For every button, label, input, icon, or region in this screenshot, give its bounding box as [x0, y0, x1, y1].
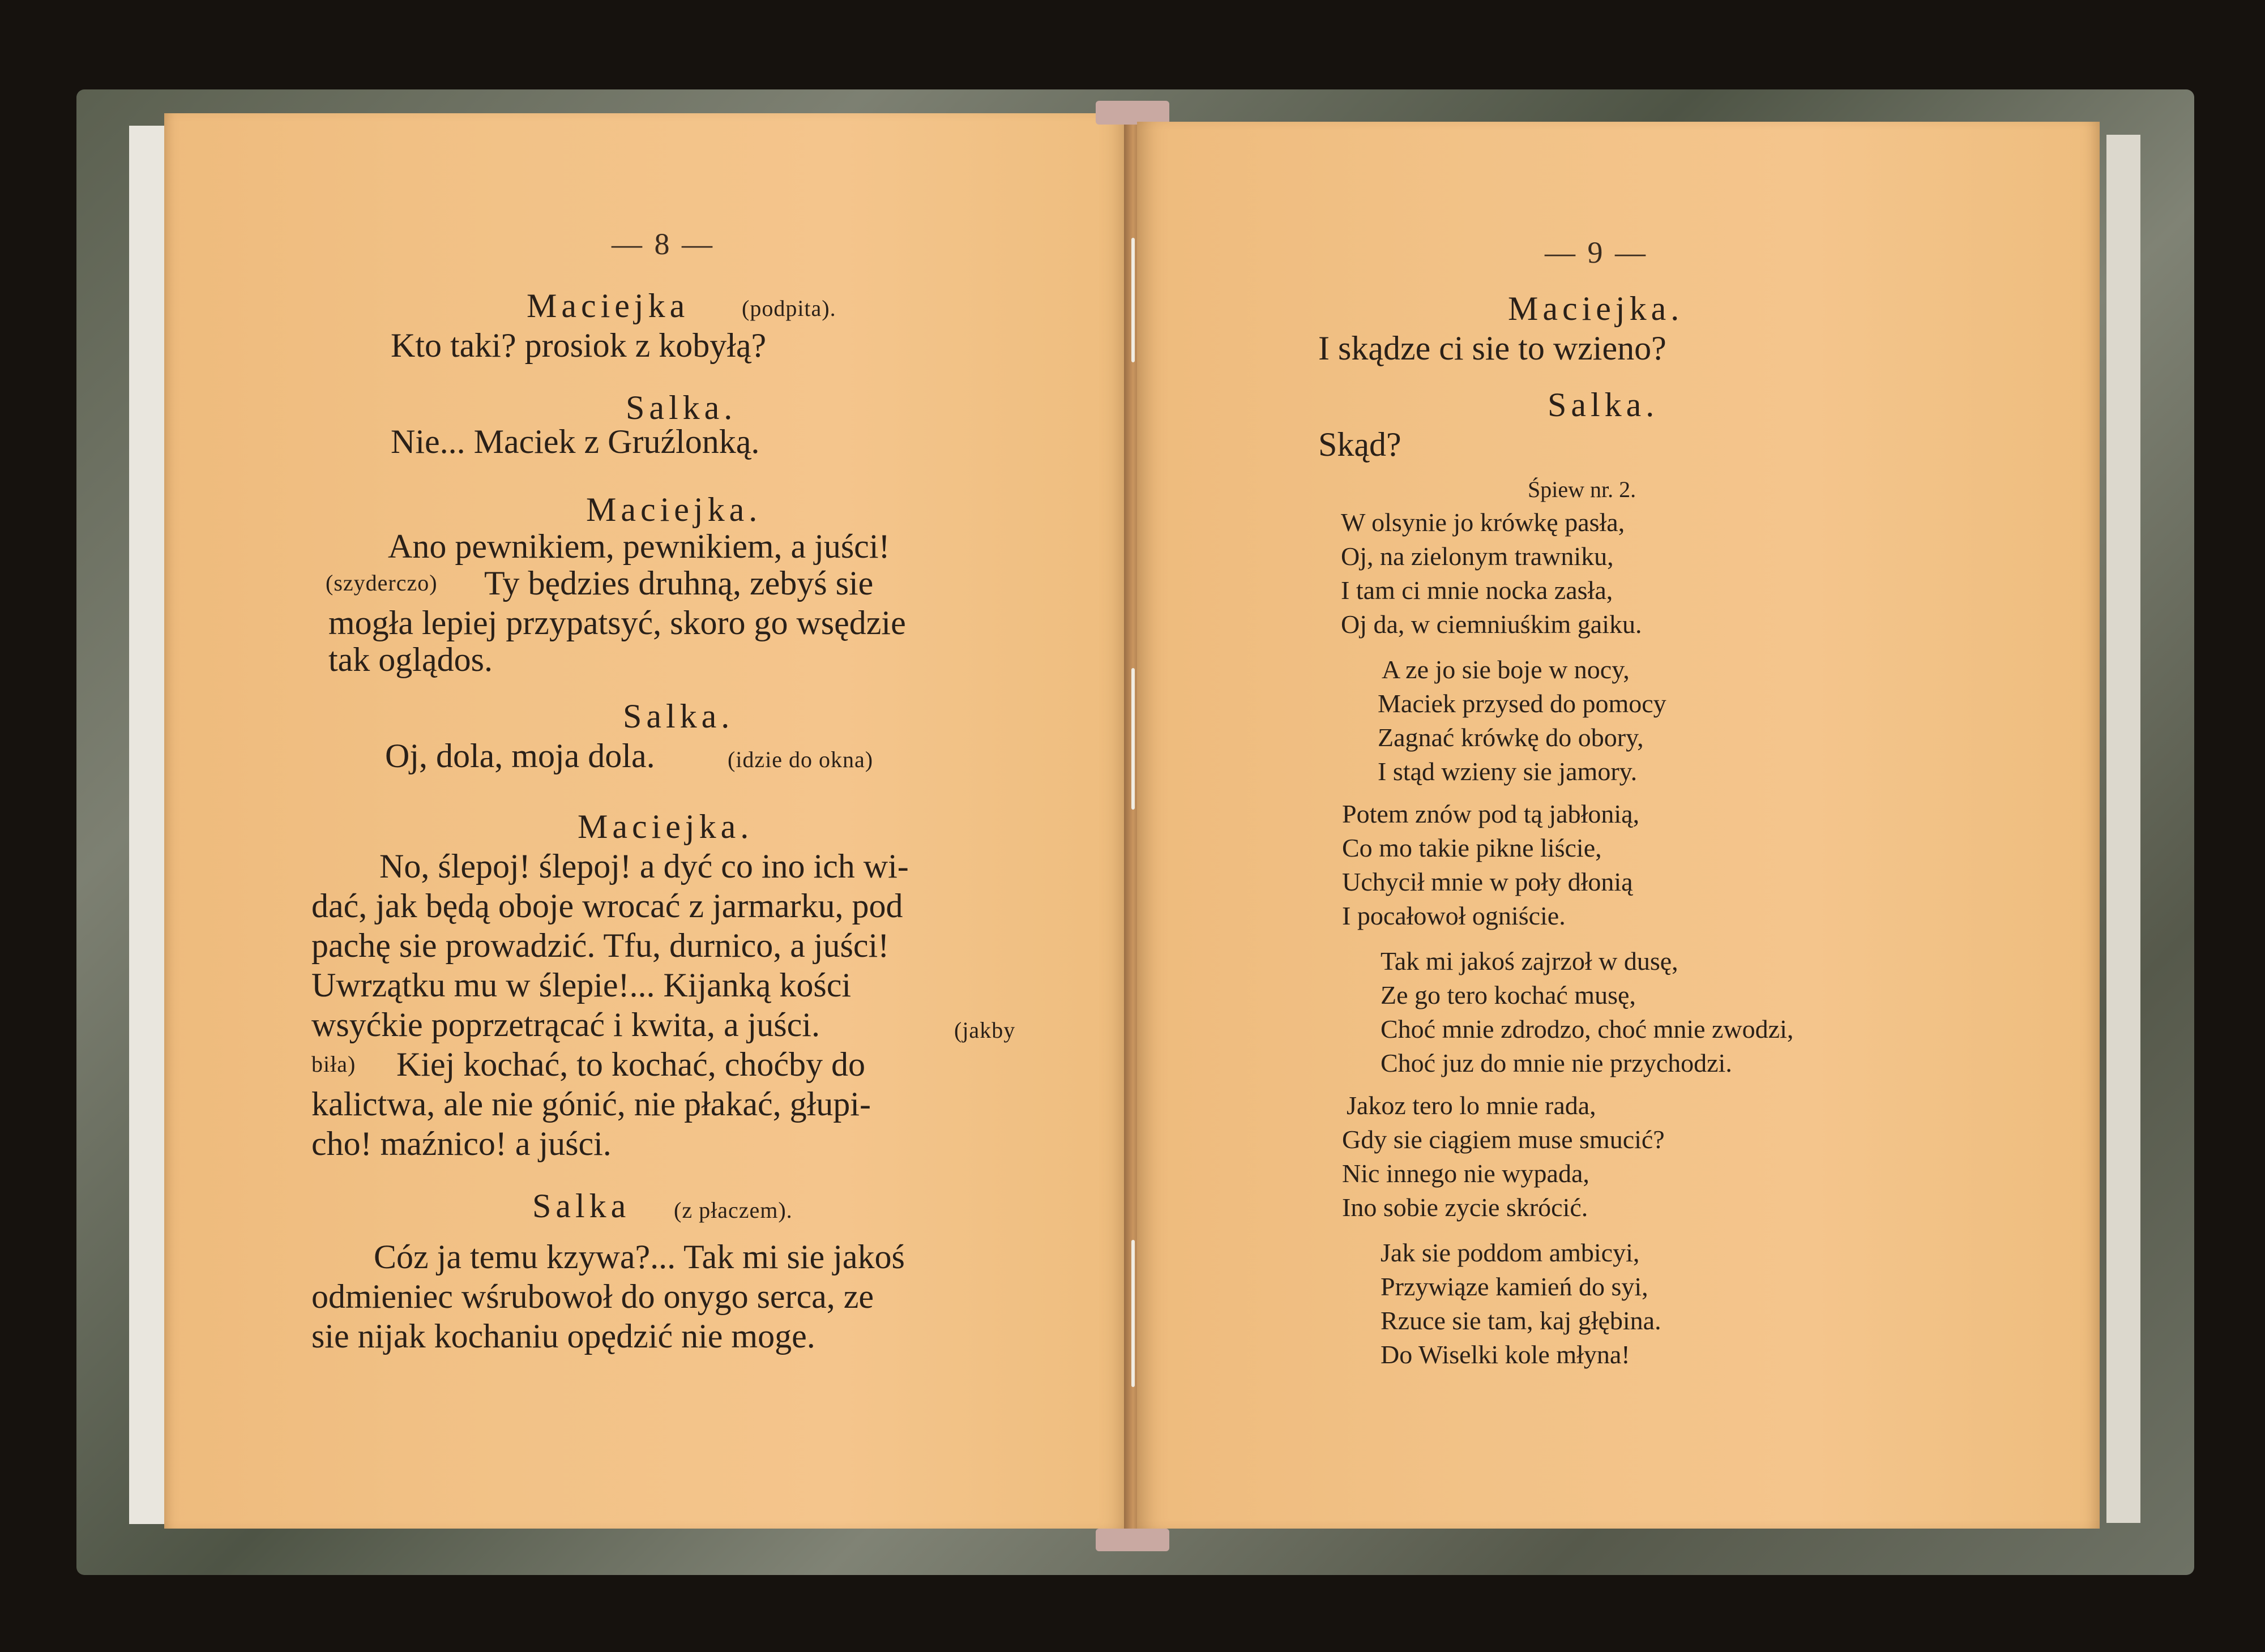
- dialogue-line: Kiej kochać, to kochać, choćby do: [396, 1046, 866, 1083]
- song-line: Choć mnie zdrodzo, choć mnie zwodzi,: [1381, 1015, 1794, 1043]
- right-page: [1137, 122, 2100, 1529]
- stage-direction: (idzie do okna): [728, 747, 874, 772]
- headband: [1096, 101, 1169, 125]
- stage-direction: (jakby: [954, 1017, 1016, 1043]
- song-line: I pocałowoł ogniście.: [1342, 901, 1566, 930]
- song-line: Rzuce sie tam, kaj głębina.: [1381, 1306, 1661, 1335]
- tailband: [1096, 1529, 1169, 1551]
- song-line: Zagnać krówkę do obory,: [1378, 723, 1644, 752]
- song-line: Ino sobie zycie skrócić.: [1342, 1193, 1588, 1222]
- song-title: Śpiew nr. 2.: [1528, 477, 1636, 502]
- dialogue-line: Nie... Maciek z Gruźlonką.: [391, 423, 760, 460]
- speaker-heading: Salka.: [1548, 386, 1659, 423]
- song-line: Potem znów pod tą jabłonią,: [1342, 799, 1640, 828]
- stage-direction: (z płaczem).: [674, 1197, 793, 1223]
- speaker-heading: Maciejka.: [1508, 290, 1684, 327]
- song-line: Jak sie poddom ambicyi,: [1381, 1238, 1640, 1267]
- song-line: Przywiąze kamień do syi,: [1381, 1272, 1648, 1301]
- song-line: Do Wiselki kole młyna!: [1381, 1340, 1630, 1369]
- dialogue-line: dać, jak będą oboje wrocać z jarmarku, pod: [311, 887, 903, 925]
- dialogue-line: cho! maźnico! a juści.: [311, 1125, 612, 1162]
- stage-direction: biła): [311, 1051, 356, 1077]
- dialogue-line: kalictwa, ale nie gónić, nie płakać, głupi-: [311, 1085, 871, 1123]
- speaker-heading: Salka: [532, 1187, 631, 1225]
- dialogue-line: Ano pewnikiem, pewnikiem, a juści!: [388, 528, 890, 565]
- binding-stitch: [1131, 238, 1135, 362]
- song-line: Co mo takie pikne liście,: [1342, 833, 1602, 862]
- dialogue-line: odmieniec wśrubowoł do onygo serca, ze: [311, 1278, 874, 1315]
- dialogue-line: tak oglądos.: [328, 641, 493, 678]
- stage-direction: (podpita).: [742, 296, 836, 321]
- song-line: Nic innego nie wypada,: [1342, 1159, 1589, 1188]
- song-line: Choć juz do mnie nie przychodzi.: [1381, 1048, 1732, 1077]
- page-number: — 8 —: [612, 227, 715, 261]
- dialogue-line: Skąd?: [1318, 426, 1401, 463]
- song-line: Maciek przysed do pomocy: [1378, 689, 1666, 718]
- speaker-heading: Maciejka.: [578, 808, 754, 845]
- right-page-stack-edge: [2106, 135, 2140, 1523]
- binding-stitch: [1131, 1240, 1135, 1387]
- dialogue-line: mogła lepiej przypatsyć, skoro go wsędzie: [328, 604, 906, 641]
- dialogue-line: I skądze ci sie to wzieno?: [1318, 329, 1666, 367]
- speaker-heading: Maciejka.: [586, 491, 762, 528]
- song-line: Gdy sie ciągiem muse smucić?: [1342, 1125, 1665, 1154]
- page-number: — 9 —: [1545, 236, 1648, 269]
- speaker-heading: Salka.: [623, 697, 734, 735]
- stage-direction: (szyderczo): [326, 570, 438, 596]
- speaker-heading: Maciejka: [527, 287, 690, 324]
- dialogue-line: wsyćkie poprzetrącać i kwita, a juści.: [311, 1006, 820, 1043]
- binding-stitch: [1131, 668, 1135, 810]
- dialogue-line: Kto taki? prosiok z kobyłą?: [391, 327, 767, 364]
- dialogue-line: pachę sie prowadzić. Tfu, durnico, a juści!: [311, 927, 890, 964]
- dialogue-line: Oj, dola, moja dola.: [385, 737, 655, 774]
- dialogue-line: Cóz ja temu kzywa?... Tak mi sie jakoś: [374, 1238, 905, 1276]
- song-line: Uchycił mnie w poły dłonią: [1342, 867, 1633, 896]
- song-line: Tak mi jakoś zajrzoł w dusę,: [1381, 947, 1678, 975]
- dialogue-line: Ty będzies druhną, zebyś sie: [484, 564, 874, 602]
- song-line: W olsynie jo krówkę pasła,: [1341, 508, 1625, 537]
- song-line: A ze jo sie boje w nocy,: [1382, 655, 1630, 684]
- dialogue-line: sie nijak kochaniu opędzić nie moge.: [311, 1317, 815, 1355]
- song-line: Oj, na zielonym trawniku,: [1341, 542, 1614, 571]
- song-line: I stąd wzieny sie jamory.: [1378, 757, 1638, 786]
- left-page: [164, 113, 1130, 1529]
- dialogue-line: Uwrzątku mu w ślepie!... Kijanką kości: [311, 966, 852, 1004]
- dialogue-line: No, ślepoj! ślepoj! a dyć co ino ich wi-: [379, 848, 909, 885]
- song-line: I tam ci mnie nocka zasła,: [1341, 576, 1613, 605]
- song-line: Jakoz tero lo mnie rada,: [1347, 1091, 1596, 1120]
- song-line: Ze go tero kochać musę,: [1381, 981, 1636, 1009]
- song-line: Oj da, w ciemniuśkim gaiku.: [1341, 610, 1642, 639]
- speaker-heading: Salka.: [626, 389, 737, 426]
